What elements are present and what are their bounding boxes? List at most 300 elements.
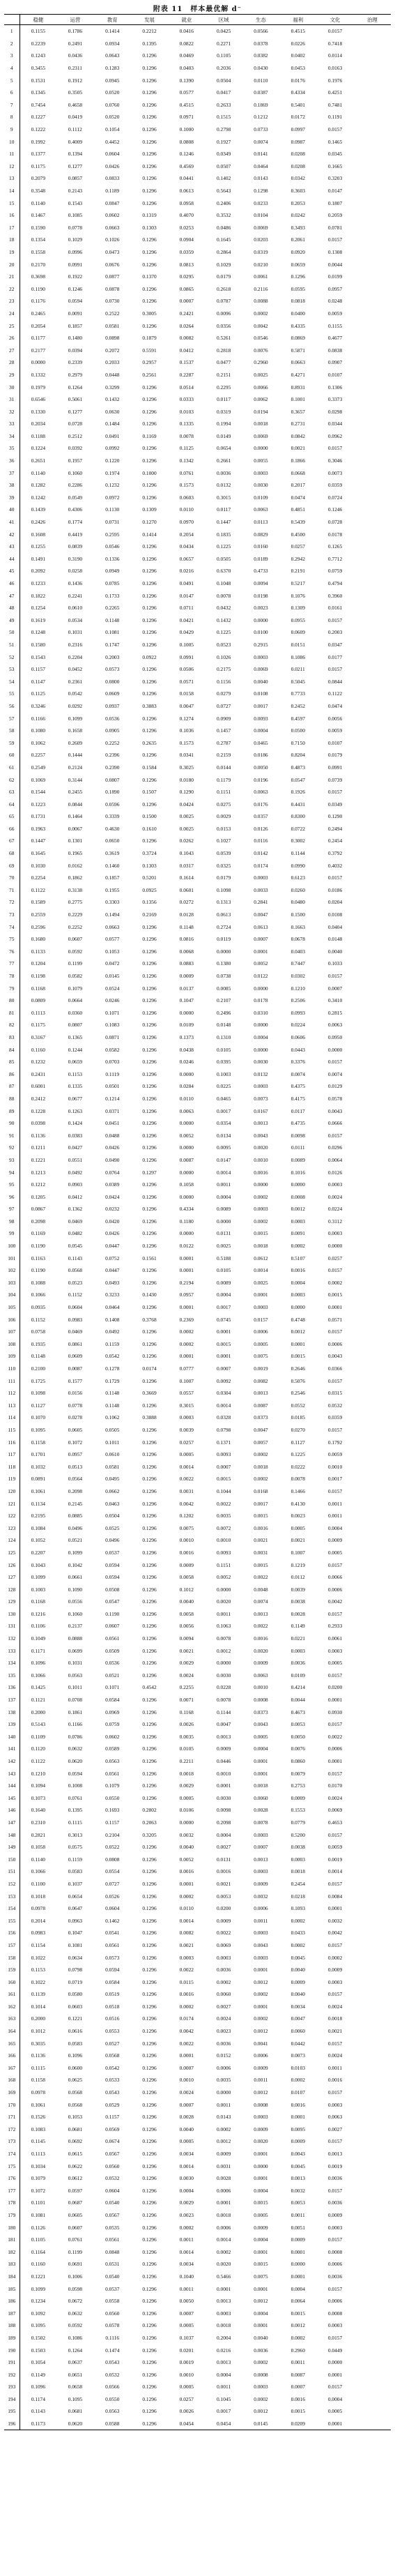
- table-cell: 0.1053: [68, 2114, 83, 2121]
- table-row: [4, 1019, 391, 1031]
- table-cell: 0.0000: [179, 1144, 194, 1151]
- table-cell: 0.0581: [105, 322, 120, 329]
- table-cell: 0.1166: [31, 715, 45, 722]
- table-cell: 0.0465: [216, 1095, 231, 1102]
- column-header: 福利: [293, 16, 304, 23]
- table-cell: 0.0078: [254, 1819, 268, 1826]
- table-row: [4, 234, 391, 246]
- table-cell: 0.1296: [142, 690, 157, 697]
- row-number: 151: [4, 1865, 20, 1878]
- table-cell: 0.0063: [179, 1107, 194, 1114]
- table-cell: 0.1974: [105, 469, 120, 476]
- table-cell: 0.0023: [291, 1513, 305, 1520]
- table-cell: 0.2124: [68, 764, 83, 771]
- table-cell: 0.0398: [31, 1120, 46, 1127]
- table-cell: 0.1036: [179, 727, 194, 734]
- table-cell: 0.0063: [327, 1022, 343, 1029]
- table-cell: 0.0991: [327, 764, 343, 771]
- row-number: 105: [4, 1301, 20, 1314]
- table-row: [4, 2234, 391, 2246]
- row-number: 189: [4, 2332, 20, 2344]
- table-cell: 0.1072: [68, 1439, 83, 1446]
- table-cell: 0.1243: [31, 52, 46, 59]
- table-row: [4, 1964, 391, 1976]
- table-row: [4, 1485, 391, 1498]
- table-cell: 0.0209: [291, 2420, 305, 2427]
- table-cell: 0.0403: [179, 65, 194, 72]
- table-cell: 0.0015: [291, 1353, 305, 1360]
- table-cell: 0.0500: [291, 727, 305, 734]
- table-row: [4, 1878, 391, 1891]
- table-cell: 0.3410: [327, 997, 343, 1004]
- column-header: 稳健: [33, 16, 44, 23]
- table-cell: 0.1283: [105, 65, 120, 72]
- table-cell: 0.0013: [216, 1733, 231, 1740]
- table-cell: 0.0469: [68, 1218, 83, 1225]
- table-cell: 0.4306: [68, 506, 83, 513]
- row-number: 196: [4, 2418, 20, 2430]
- table-cell: 0.1296: [142, 1279, 157, 1286]
- table-cell: 0.0005: [327, 1549, 343, 1556]
- table-cell: 0.1112: [68, 126, 82, 133]
- table-cell: [354, 1277, 391, 1289]
- table-cell: 0.1109: [31, 1733, 45, 1740]
- table-cell: 0.0315: [327, 1390, 343, 1397]
- row-number: 24: [4, 308, 20, 320]
- table-cell: 0.1500: [142, 813, 157, 820]
- table-row: [4, 332, 391, 344]
- table-cell: 0.2818: [216, 347, 231, 354]
- table-cell: 0.0000: [327, 1243, 343, 1250]
- table-cell: 0.0534: [68, 616, 83, 623]
- table-cell: 0.1296: [142, 1120, 157, 1127]
- table-cell: 0.0010: [216, 1537, 231, 1544]
- table-cell: 0.0426: [105, 1230, 120, 1237]
- table-cell: [354, 2368, 391, 2381]
- table-cell: 0.0075: [179, 1524, 194, 1531]
- table-cell: 0.2465: [31, 310, 46, 317]
- table-cell: 0.0003: [216, 1954, 231, 1961]
- table-cell: 0.0604: [68, 1304, 83, 1311]
- table-cell: 0.0302: [291, 973, 305, 980]
- table-cell: 0.0032: [254, 1893, 268, 1900]
- table-cell: 0.1003: [216, 1070, 231, 1077]
- table-cell: 0.0009: [327, 1967, 343, 1973]
- table-cell: 0.0005: [179, 2322, 194, 2329]
- row-number: 23: [4, 295, 20, 308]
- table-cell: 0.0211: [291, 666, 305, 673]
- row-number: 43: [4, 540, 20, 553]
- table-cell: 0.1645: [216, 236, 231, 243]
- table-cell: 0.0017: [254, 702, 268, 709]
- table-cell: 0.0157: [327, 1721, 343, 1728]
- table-cell: [354, 1669, 391, 1682]
- table-cell: 0.0007: [179, 2101, 194, 2108]
- table-cell: 0.0504: [216, 77, 231, 84]
- table-cell: 0.1296: [142, 1059, 157, 1066]
- table-cell: 0.2239: [31, 40, 46, 47]
- table-cell: [354, 1804, 391, 1817]
- row-number: 185: [4, 2282, 20, 2295]
- table-cell: 0.0567: [105, 2151, 120, 2158]
- table-cell: [354, 1264, 391, 1277]
- table-cell: 0.1296: [142, 2052, 157, 2059]
- table-cell: 0.0310: [254, 1009, 268, 1016]
- table-cell: 0.0011: [327, 1513, 343, 1520]
- table-row: [4, 319, 391, 332]
- table-cell: 0.0001: [254, 2003, 268, 2010]
- row-number: 86: [4, 1068, 20, 1080]
- table-cell: 0.1060: [68, 469, 83, 476]
- table-cell: 0.0761: [179, 469, 194, 476]
- table-cell: 0.0009: [216, 1917, 231, 1924]
- table-cell: 0.0042: [179, 2028, 194, 2035]
- table-cell: 0.1866: [291, 457, 305, 464]
- table-cell: 0.1912: [68, 77, 83, 84]
- table-cell: [354, 25, 391, 38]
- table-cell: 0.1290: [327, 813, 343, 820]
- row-number: 165: [4, 2037, 20, 2050]
- table-cell: 0.0025: [254, 1279, 268, 1286]
- table-cell: 0.1149: [291, 1623, 305, 1630]
- table-cell: 0.0493: [105, 1279, 120, 1286]
- table-cell: 0.1188: [31, 432, 45, 439]
- table-cell: 0.1079: [105, 1782, 120, 1789]
- table-cell: 0.1101: [31, 2199, 45, 2206]
- table-cell: [354, 2245, 391, 2258]
- table-cell: 0.4334: [179, 1206, 194, 1213]
- table-cell: [354, 2271, 391, 2283]
- row-number: 134: [4, 1657, 20, 1669]
- table-cell: 0.0157: [327, 2089, 343, 2096]
- table-cell: 0.0082: [254, 1377, 268, 1384]
- table-cell: 0.1296: [142, 2138, 157, 2145]
- table-cell: 0.1166: [68, 1721, 82, 1728]
- table-row: [4, 2356, 391, 2369]
- row-number: 29: [4, 369, 20, 381]
- table-cell: [354, 1350, 391, 1363]
- row-number: 156: [4, 1927, 20, 1939]
- table-cell: 0.1225: [216, 629, 231, 636]
- row-number: 190: [4, 2344, 20, 2356]
- table-cell: 0.0480: [291, 899, 305, 906]
- table-cell: 0.0105: [216, 1267, 231, 1274]
- table-cell: 0.0216: [216, 2347, 231, 2354]
- table-cell: 0.1296: [142, 1144, 157, 1151]
- row-number: 53: [4, 663, 20, 676]
- table-cell: 0.0001: [216, 1782, 231, 1789]
- table-cell: 0.1158: [31, 2077, 45, 2084]
- table-cell: 0.0002: [254, 2015, 268, 2022]
- table-cell: 0.1296: [142, 1193, 157, 1200]
- table-row: [4, 700, 391, 713]
- table-cell: 0.2390: [105, 764, 120, 771]
- table-cell: 0.0000: [254, 1046, 268, 1053]
- table-cell: 0.1094: [31, 1782, 46, 1789]
- table-cell: 0.4251: [327, 89, 343, 96]
- table-cell: 0.0157: [327, 1991, 343, 1998]
- table-row: [4, 2245, 391, 2258]
- table-cell: 0.1861: [68, 1709, 83, 1715]
- table-cell: 0.1099: [68, 715, 83, 722]
- table-row: [4, 258, 391, 271]
- row-number: 81: [4, 1007, 20, 1020]
- table-cell: 0.0043: [327, 1107, 343, 1114]
- table-cell: 0.3532: [216, 212, 231, 219]
- table-cell: 0.2496: [216, 1009, 231, 1016]
- table-cell: 0.1115: [31, 2064, 45, 2071]
- table-cell: 0.1296: [142, 1844, 157, 1851]
- table-cell: 0.0000: [254, 1022, 268, 1029]
- table-cell: 0.1663: [291, 923, 305, 930]
- table-cell: 0.1242: [31, 494, 46, 501]
- table-cell: 0.0087: [291, 2371, 305, 2378]
- table-cell: 0.0002: [254, 1218, 268, 1225]
- table-cell: 0.2506: [291, 997, 305, 1004]
- table-cell: 0.0434: [179, 543, 194, 550]
- table-cell: 0.1071: [105, 1009, 120, 1016]
- table-cell: 0.3035: [31, 2040, 46, 2047]
- table-row: [4, 430, 391, 443]
- table-cell: 0.0051: [291, 2224, 305, 2231]
- table-row: [4, 1547, 391, 1559]
- table-cell: 0.0158: [179, 690, 194, 697]
- table-cell: [354, 234, 391, 246]
- table-cell: 0.1296: [142, 1794, 157, 1801]
- table-cell: 0.0474: [327, 702, 343, 709]
- table-cell: 0.1136: [31, 2052, 45, 2059]
- table-cell: [354, 700, 391, 713]
- table-cell: [354, 393, 391, 406]
- table-cell: 0.0663: [105, 224, 120, 231]
- row-number: 22: [4, 282, 20, 295]
- row-number: 10: [4, 135, 20, 148]
- table-row: [4, 1436, 391, 1448]
- table-cell: 0.0412: [179, 347, 194, 354]
- table-cell: 0.3657: [291, 408, 305, 415]
- table-cell: [354, 1914, 391, 1927]
- table-cell: 0.0162: [68, 862, 83, 869]
- table-cell: 0.0761: [68, 2236, 83, 2243]
- table-cell: 0.0584: [105, 1978, 120, 1985]
- table-cell: 0.0563: [105, 2408, 120, 2415]
- table-cell: 0.2195: [31, 1513, 46, 1520]
- table-cell: 0.1164: [31, 2248, 45, 2255]
- table-cell: 0.0025: [179, 813, 194, 820]
- table-cell: 0.4214: [291, 1684, 305, 1691]
- table-cell: 0.0573: [105, 1954, 120, 1961]
- table-cell: 0.0000: [254, 445, 268, 452]
- table-cell: 0.2255: [179, 1684, 194, 1691]
- table-row: [4, 2050, 391, 2062]
- table-cell: 0.0778: [68, 1402, 83, 1409]
- table-cell: 0.0039: [291, 1586, 305, 1593]
- table-cell: 0.1175: [31, 162, 45, 169]
- table-cell: 0.1148: [105, 1390, 120, 1397]
- table-cell: 0.0186: [254, 752, 268, 759]
- table-cell: 0.0032: [327, 1917, 343, 1924]
- row-number: 179: [4, 2209, 20, 2222]
- table-cell: 0.1296: [142, 1046, 157, 1053]
- table-cell: 0.1296: [142, 1353, 157, 1360]
- table-cell: 0.0662: [105, 1487, 120, 1494]
- table-cell: 0.0438: [179, 1046, 194, 1053]
- table-cell: 0.1080: [31, 727, 46, 734]
- table-cell: 0.0022: [179, 2040, 194, 2047]
- table-cell: 0.0578: [327, 1095, 343, 1102]
- row-number: 177: [4, 2185, 20, 2197]
- table-cell: 0.0000: [254, 1181, 268, 1188]
- table-cell: 0.0001: [254, 1758, 268, 1765]
- table-cell: [354, 1252, 391, 1264]
- table-cell: 0.1296: [142, 2298, 157, 2305]
- table-cell: 0.0018: [216, 2322, 231, 2329]
- table-cell: 0.0055: [254, 457, 268, 464]
- table-cell: 0.0042: [327, 1598, 343, 1605]
- table-cell: 0.0246: [179, 1059, 194, 1066]
- row-number: 139: [4, 1718, 20, 1731]
- table-cell: 0.1145: [31, 2138, 45, 2145]
- table-row: [4, 2135, 391, 2148]
- table-cell: 0.1212: [254, 114, 268, 121]
- table-cell: 0.0925: [142, 886, 157, 893]
- table-row: [4, 1424, 391, 1437]
- table-cell: 0.0958: [179, 199, 194, 206]
- row-number: 118: [4, 1460, 20, 1473]
- table-cell: 0.0569: [105, 2126, 120, 2132]
- table-cell: [354, 786, 391, 798]
- row-number: 6: [4, 86, 20, 99]
- row-number: 70: [4, 872, 20, 884]
- table-cell: 0.1113: [31, 1009, 45, 1016]
- table-cell: [354, 1338, 391, 1351]
- table-cell: 0.0177: [327, 653, 343, 660]
- table-cell: 0.0429: [179, 629, 194, 636]
- table-row: [4, 1731, 391, 1743]
- table-cell: 0.1029: [216, 261, 231, 268]
- row-number: 16: [4, 209, 20, 222]
- table-row: [4, 1681, 391, 1694]
- table-cell: 0.1402: [216, 175, 231, 182]
- table-cell: 0.0044: [291, 1697, 305, 1704]
- table-cell: [354, 1706, 391, 1718]
- table-cell: 0.3005: [142, 310, 157, 317]
- table-cell: 0.4070: [179, 212, 194, 219]
- table-cell: 0.0013: [254, 1610, 268, 1617]
- table-cell: 0.1296: [142, 2285, 157, 2292]
- table-cell: 0.1159: [105, 1340, 120, 1347]
- table-cell: 0.0560: [105, 2310, 120, 2317]
- table-cell: 0.1296: [142, 1328, 157, 1335]
- table-cell: 0.0032: [179, 1831, 194, 1838]
- table-cell: 0.0013: [216, 2359, 231, 2366]
- table-row: [4, 1129, 391, 1142]
- table-cell: 0.0279: [216, 690, 231, 697]
- table-cell: 0.1000: [142, 469, 157, 476]
- table-cell: 0.5045: [291, 678, 305, 685]
- table-cell: [354, 2307, 391, 2319]
- table-row: [4, 1350, 391, 1363]
- table-cell: 0.1093: [291, 1905, 305, 1912]
- table-row: [4, 160, 391, 173]
- table-cell: 0.1000: [179, 126, 194, 133]
- row-number: 17: [4, 222, 20, 234]
- table-cell: 0.0109: [179, 1022, 194, 1029]
- table-cell: 0.2194: [179, 1279, 194, 1286]
- table-cell: [354, 1731, 391, 1743]
- table-cell: 0.3002: [291, 838, 305, 844]
- table-cell: [354, 2111, 391, 2123]
- table-cell: 0.0454: [216, 2420, 231, 2427]
- table-cell: 0.1100: [31, 1880, 45, 1887]
- table-cell: 0.0115: [179, 1978, 194, 1985]
- table-cell: [354, 1780, 391, 1792]
- table-cell: [354, 1681, 391, 1694]
- table-cell: 0.0949: [105, 568, 120, 575]
- table-cell: 0.0157: [327, 2187, 343, 2194]
- table-cell: 0.0052: [216, 1574, 231, 1581]
- table-cell: 0.0074: [254, 1598, 268, 1605]
- table-cell: 0.0654: [216, 445, 231, 452]
- table-row: [4, 516, 391, 529]
- table-cell: 0.4335: [291, 322, 305, 329]
- table-row: [4, 503, 391, 516]
- table-cell: 0.2092: [31, 568, 46, 575]
- table-cell: 0.0003: [254, 1206, 268, 1213]
- table-cell: 0.0657: [179, 555, 194, 562]
- table-cell: 0.1963: [31, 825, 46, 832]
- table-cell: 0.0010: [179, 1537, 194, 1544]
- table-cell: 0.1048: [216, 580, 231, 587]
- table-cell: 0.1296: [142, 1524, 157, 1531]
- table-cell: 0.1296: [142, 175, 157, 182]
- table-cell: 0.0829: [254, 531, 268, 538]
- table-cell: 0.1537: [179, 359, 194, 366]
- table-cell: 0.0002: [216, 2126, 231, 2132]
- table-cell: 0.0010: [179, 2371, 194, 2378]
- table-cell: [354, 2234, 391, 2246]
- table-cell: 0.0482: [68, 1230, 83, 1237]
- table-cell: 0.0157: [327, 1426, 343, 1433]
- row-number: 141: [4, 1743, 20, 1755]
- table-cell: 0.0016: [254, 1524, 268, 1531]
- table-cell: 0.0604: [105, 2187, 120, 2194]
- table-cell: [354, 933, 391, 946]
- table-cell: 0.0000: [327, 1046, 343, 1053]
- table-cell: 0.1083: [105, 1022, 120, 1029]
- table-cell: 0.0100: [254, 629, 268, 636]
- row-number: 113: [4, 1400, 20, 1412]
- table-cell: 0.0603: [68, 2003, 83, 2010]
- table-cell: [354, 725, 391, 737]
- row-number: 49: [4, 614, 20, 627]
- table-cell: 0.1296: [142, 408, 157, 415]
- table-cell: 0.1008: [68, 1782, 83, 1789]
- table-cell: 0.1296: [142, 2310, 157, 2317]
- table-cell: 0.0258: [68, 568, 83, 575]
- row-number: 2: [4, 38, 20, 50]
- table-row: [4, 1534, 391, 1547]
- table-cell: 0.0990: [291, 862, 305, 869]
- table-cell: 0.0012: [216, 2138, 231, 2145]
- table-cell: 0.0507: [216, 162, 231, 169]
- table-cell: [354, 1878, 391, 1891]
- table-cell: 0.0005: [254, 1733, 268, 1740]
- table-cell: 0.0112: [291, 1574, 305, 1581]
- table-cell: 0.1204: [31, 960, 46, 967]
- table-cell: 0.0021: [327, 2028, 343, 2035]
- table-cell: [354, 1976, 391, 1988]
